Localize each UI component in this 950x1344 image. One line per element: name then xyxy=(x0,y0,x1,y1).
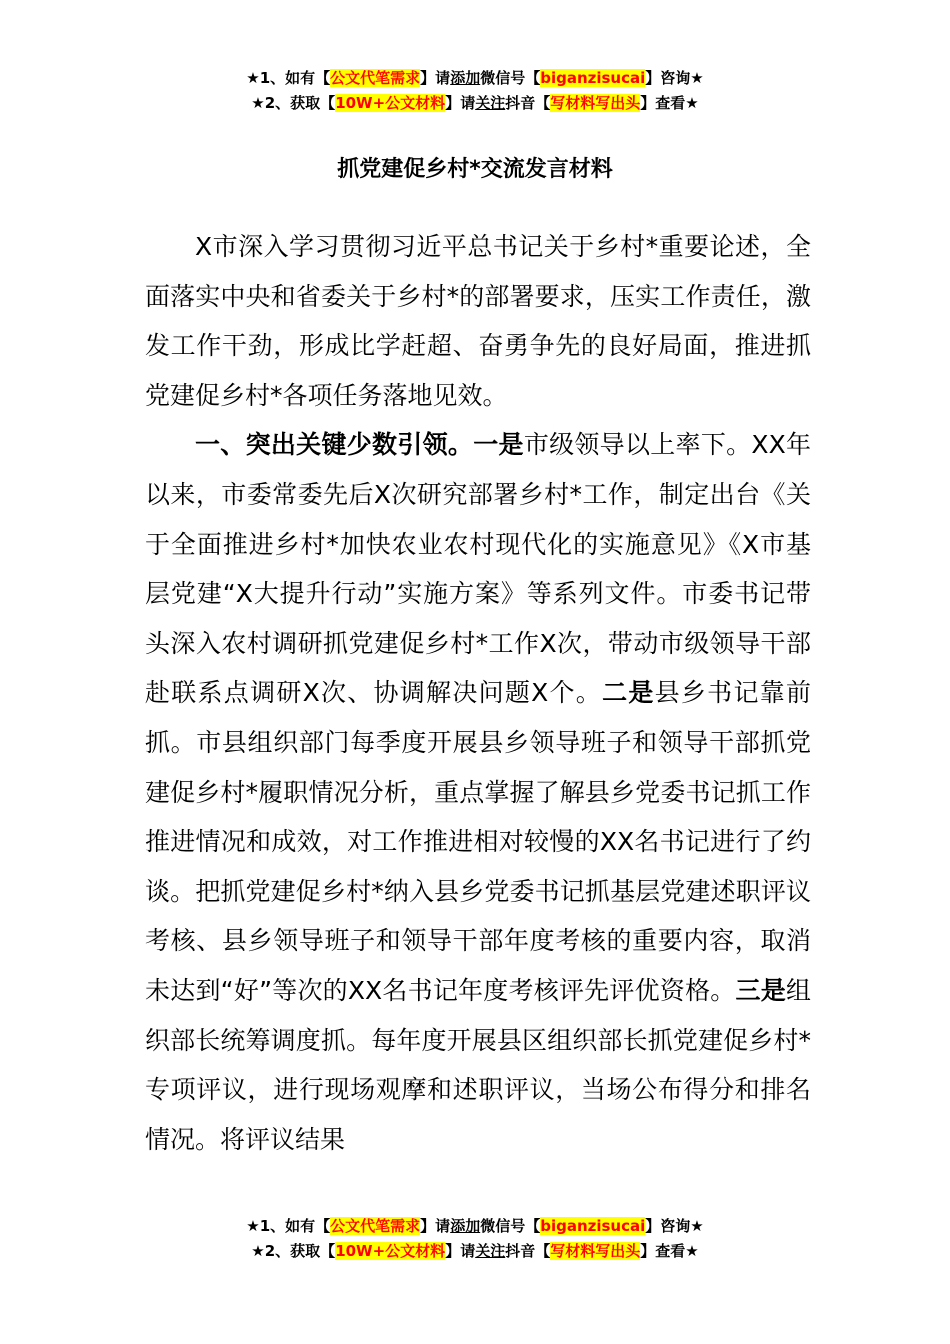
document-body xyxy=(145,222,811,1164)
banner-highlight: biganzisucai xyxy=(540,1217,646,1235)
banner-text: 微信号【 xyxy=(480,69,541,87)
banner-underlined: 关注 xyxy=(475,94,506,112)
banner-line-1 xyxy=(0,1214,950,1239)
banner-text: 】请 xyxy=(445,94,476,112)
footer-banner xyxy=(0,1214,950,1264)
point-text: 组织部长统筹调度抓。每年度开展县区组织部长抓党建促乡村*专项评议，进行现场观摩和述职评议，当场公布得分和排名情况。将评议结果 xyxy=(145,975,811,1154)
banner-highlight: 公文代笔需求 xyxy=(330,69,421,87)
banner-text: 抖音【 xyxy=(505,94,551,112)
banner-text: 】查看★ xyxy=(640,94,699,112)
document-title: 抓党建促乡村*交流发言材料 xyxy=(337,157,613,182)
point-text: 市级领导以上率下。XX年以来，市委常委先后X次研究部署乡村*工作，制定出台《关于全面推进乡村*加快农业农村现代化的实施意见》《X市基层党建“X大提升行动”实施方案》等系列文件。市委书记带头深入农村调研抓党建促乡村*工作X次，带动市级领导干部赴联系点调研X次、协调解决问题X个。 xyxy=(145,430,811,708)
banner-text: 】请 xyxy=(420,69,451,87)
banner-underlined: 添加 xyxy=(450,69,481,87)
banner-underlined: 添加 xyxy=(450,1217,481,1235)
banner-text: 】请 xyxy=(445,1242,476,1260)
point-lead: 三是 xyxy=(735,975,786,1005)
point-text: 县乡书记靠前抓。市县组织部门每季度开展县乡领导班子和领导干部抓党建促乡村*履职情况分析，重点掌握了解县乡党委书记抓工作推进情况和成效，对工作推进相对较慢的XX名书记进行了约谈。把抓党建促乡村*纳入县乡党委书记抓基层党建述职评议考核、县乡领导班子和领导干部年度考核的重要内容，取消未达到“好”等次的XX名书记年度考核评先评优资格。 xyxy=(145,678,811,1005)
banner-text: 】咨询★ xyxy=(645,1217,704,1235)
paragraph-intro: X市深入学习贯彻习近平总书记关于乡村*重要论述，全面落实中央和省委关于乡村*的部署要求，压实工作责任，激发工作干劲，形成比学赶超、奋勇争先的良好局面，推进抓党建促乡村*各项任务落地见效。 xyxy=(145,232,811,410)
banner-highlight: 10W+公文材料 xyxy=(335,1242,446,1260)
banner-text: ★1、如有【 xyxy=(246,1217,331,1235)
banner-highlight: 10W+公文材料 xyxy=(335,94,446,112)
banner-highlight: 公文代笔需求 xyxy=(330,1217,421,1235)
section-heading: 一、突出关键少数引领。 xyxy=(195,430,474,460)
banner-text: 】请 xyxy=(420,1217,451,1235)
banner-text: ★1、如有【 xyxy=(246,69,331,87)
banner-highlight: biganzisucai xyxy=(540,69,646,87)
header-banner xyxy=(0,66,950,116)
point-lead: 一是 xyxy=(473,430,524,460)
banner-highlight: 写材料写出头 xyxy=(550,1242,641,1260)
point-lead: 二是 xyxy=(602,678,655,708)
banner-text: 】查看★ xyxy=(640,1242,699,1260)
banner-text: 微信号【 xyxy=(480,1217,541,1235)
banner-text: 抖音【 xyxy=(505,1242,551,1260)
banner-line-1 xyxy=(0,66,950,91)
banner-text: ★2、获取【 xyxy=(251,94,336,112)
banner-highlight: 写材料写出头 xyxy=(550,94,641,112)
banner-text: 】咨询★ xyxy=(645,69,704,87)
banner-line-2 xyxy=(0,91,950,116)
banner-underlined: 关注 xyxy=(475,1242,506,1260)
paragraph-section-1 xyxy=(145,420,811,1164)
banner-text: ★2、获取【 xyxy=(251,1242,336,1260)
banner-line-2 xyxy=(0,1239,950,1264)
